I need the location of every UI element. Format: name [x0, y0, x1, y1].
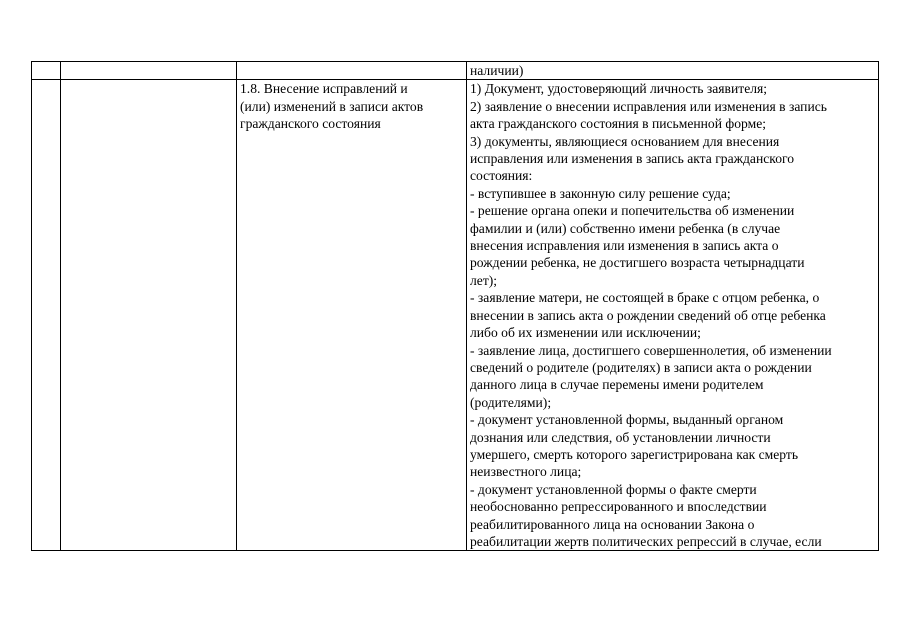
document-line: необоснованно репрессированного и впоследствии: [470, 499, 767, 515]
cell-category: [61, 80, 237, 551]
document-line: рождении ребенка, не достигшего возраста четырнадцати: [470, 255, 805, 271]
document-line: акта гражданского состояния в письменной форме;: [470, 116, 767, 132]
document-line: либо об их изменении или исключении;: [470, 325, 701, 341]
document-line: (родителями);: [470, 394, 552, 410]
document-line: умершего, смерть которого зарегистрирована как смерть: [470, 446, 799, 462]
document-line: 3) документы, являющиеся основанием для внесения: [470, 133, 780, 149]
document-line: - заявление матери, не состоящей в браке с отцом ребенка, о: [470, 290, 820, 306]
document-line: - решение органа опеки и попечительства об изменении: [470, 203, 795, 219]
document-line: - заявление лица, достигшего совершеннолетия, об изменении: [470, 342, 832, 358]
cell-documents: [467, 80, 879, 551]
cell-number: [32, 80, 61, 551]
cell-service: [237, 80, 467, 551]
document-line: 2) заявление о внесении исправления или изменения в запись: [470, 98, 827, 114]
document-line: данного лица в случае перемены имени родителем: [470, 377, 764, 393]
document-line: внесении в запись акта о рождении сведений об отце ребенка: [470, 307, 826, 323]
documents-continuation-text: наличии): [470, 63, 524, 78]
cell-category: [61, 62, 237, 80]
services-table: [31, 61, 879, 551]
cell-number: [32, 62, 61, 80]
document-line: внесения исправления или изменения в запись акта о: [470, 238, 779, 254]
cell-documents: [467, 62, 879, 80]
table-row: [32, 80, 879, 551]
service-title-line: 1.8. Внесение исправлений и: [240, 81, 408, 97]
document-line: - документ установленной формы, выданный органом: [470, 412, 784, 428]
cell-service: [237, 62, 467, 80]
document-line: реабилитированного лица на основании Закона о: [470, 516, 755, 532]
document-line: дознания или следствия, об установлении личности: [470, 429, 771, 445]
document-line: лет);: [470, 272, 498, 288]
service-title-line: (или) изменений в записи актов: [240, 98, 424, 114]
document-line: исправления или изменения в запись акта гражданского: [470, 151, 795, 167]
document-line: - документ установленной формы о факте смерти: [470, 481, 757, 497]
document-line: реабилитации жертв политических репрессий в случае, если: [470, 533, 822, 549]
service-title-line: гражданского состояния: [240, 116, 381, 132]
document-line: 1) Документ, удостоверяющий личность заявителя;: [470, 81, 768, 97]
document-line: неизвестного лица;: [470, 464, 582, 480]
document-line: состояния:: [470, 168, 533, 184]
document-line: фамилии и (или) собственно имени ребенка (в случае: [470, 220, 781, 236]
document-line: - вступившее в законную силу решение суда;: [470, 185, 731, 201]
document-line: сведений о родителе (родителях) в записи акта о рождении: [470, 359, 812, 375]
table-row: [32, 62, 879, 80]
